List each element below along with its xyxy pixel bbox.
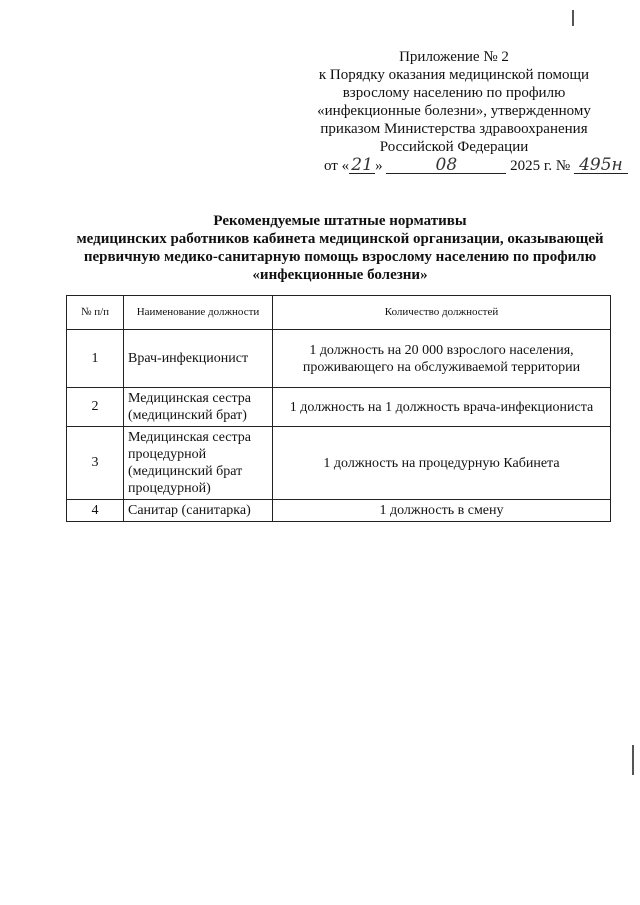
- row-position: Медицинская сестра процедурной (медицинский брат процедурной): [124, 427, 273, 500]
- scan-mark: [572, 10, 574, 26]
- appendix-header: [296, 48, 623, 175]
- title-line: первичную медико-санитарную помощь взрослому населению по профилю: [83, 249, 597, 265]
- date-day-handwritten: 21: [349, 157, 375, 174]
- header-quantity: Количество должностей: [273, 296, 611, 330]
- appendix-line: взрослому населению по профилю: [342, 85, 566, 101]
- title-line: Рекомендуемые штатные нормативы: [213, 213, 467, 229]
- row-position: Врач-инфекционист: [124, 330, 273, 388]
- table-header-row: [67, 296, 611, 330]
- row-quantity: 1 должность в смену: [273, 500, 611, 522]
- header-num: № п/п: [67, 296, 124, 330]
- header-position: Наименование должности: [124, 296, 273, 330]
- appendix-title: Приложение № 2: [399, 49, 509, 65]
- table-row: [67, 388, 611, 427]
- order-number-handwritten: 495н: [574, 157, 628, 174]
- row-position: Санитар (санитарка): [124, 500, 273, 522]
- row-num: 1: [67, 330, 124, 388]
- row-num: 3: [67, 427, 124, 500]
- appendix-line: приказом Министерства здравоохранения: [320, 121, 588, 137]
- appendix-line: Российской Федерации: [379, 139, 529, 155]
- order-date-line: [296, 155, 623, 175]
- date-year: 2025 г. №: [510, 158, 571, 174]
- table-row: [67, 330, 611, 388]
- table-row: [67, 500, 611, 522]
- scan-mark: [632, 745, 634, 775]
- date-mid: »: [375, 158, 383, 174]
- date-month-handwritten: 08: [386, 157, 506, 174]
- row-quantity: 1 должность на 20 000 взрослого населения, проживающего на обслуживаемой территории: [273, 330, 611, 388]
- date-prefix: от «: [324, 158, 350, 174]
- row-num: 2: [67, 388, 124, 427]
- title-line: «инфекционные болезни»: [252, 267, 428, 283]
- row-num: 4: [67, 500, 124, 522]
- table-row: [67, 427, 611, 500]
- document-title: [40, 212, 640, 284]
- row-position: Медицинская сестра (медицинский брат): [124, 388, 273, 427]
- row-quantity: 1 должность на 1 должность врача-инфекциониста: [273, 388, 611, 427]
- staffing-table: [66, 295, 611, 522]
- row-quantity: 1 должность на процедурную Кабинета: [273, 427, 611, 500]
- appendix-line: «инфекционные болезни», утвержденному: [317, 103, 591, 119]
- title-line: медицинских работников кабинета медицинской организации, оказывающей: [76, 231, 604, 247]
- appendix-line: к Порядку оказания медицинской помощи: [318, 67, 590, 83]
